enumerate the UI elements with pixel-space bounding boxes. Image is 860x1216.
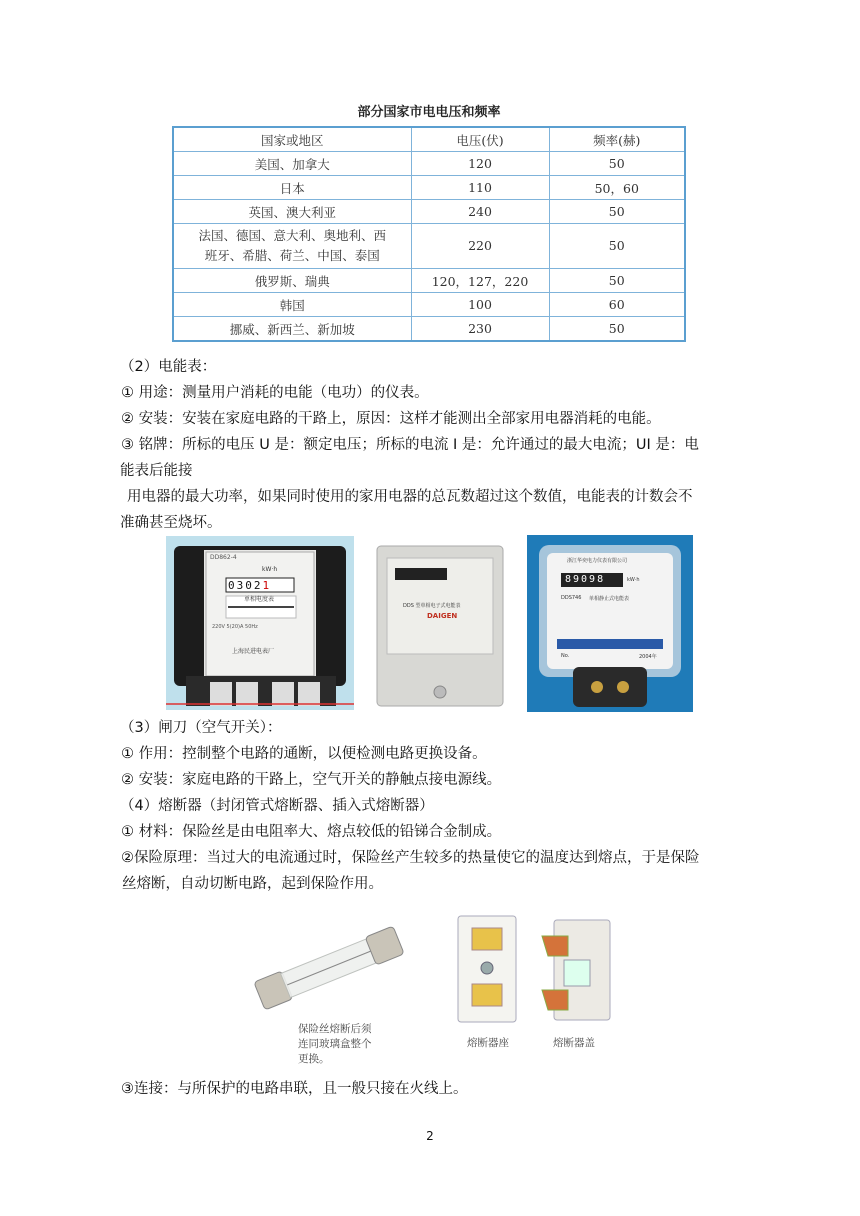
fuse-caption-line3: 更换。 [298, 1053, 330, 1065]
cell-region: 日本 [173, 176, 411, 200]
meter-1-model: DD862-4 [210, 554, 237, 561]
section2-item1: ① 用途：测量用户消耗的电能（电功）的仪表。 [121, 385, 429, 401]
cell-frequency: 50 [549, 200, 685, 224]
section4-item2-line2: 丝熔断，自动切断电路，起到保险作用。 [122, 876, 383, 892]
meter-2-name: DDS 型单相电子式电能表 [403, 603, 461, 609]
cell-region: 俄罗斯、瑞典 [173, 269, 411, 293]
section2-heading: （2）电能表： [120, 359, 217, 375]
meter-3-year: 2004年 [639, 654, 657, 660]
cell-frequency: 50 [549, 152, 685, 176]
page-number: 2 [426, 1129, 434, 1143]
cell-frequency: 50，60 [549, 176, 685, 200]
cell-region: 美国、加拿大 [173, 152, 411, 176]
section2-item3-line2: 能表后能接 [120, 463, 193, 479]
section2-item3-line3: 用电器的最大功率，如果同时使用的家用电器的总瓦数超过这个数值，电能表的计数会不 [127, 489, 693, 505]
cell-frequency: 50 [549, 317, 685, 342]
section2-item3-line1: ③ 铭牌：所标的电压 U 是：额定电压；所标的电流 I 是：允许通过的最大电流；UI 是：电 [121, 437, 699, 453]
table-row [173, 176, 685, 200]
meter-2-brand: DAIGEN [427, 612, 458, 620]
cell-frequency: 50 [549, 224, 685, 269]
meter-1-maker: 上海民进电表厂 [232, 648, 275, 655]
fuse-base-caption: 熔断器座 [467, 1037, 509, 1049]
section4-heading: （4）熔断器（封闭管式熔断器、插入式熔断器） [120, 798, 434, 814]
meter-1-name: 单相电度表 [244, 596, 275, 603]
meter-3-maker: 浙江华奕电力仪表有限公司 [567, 558, 628, 564]
section4-item3: ③连接：与所保护的电路串联，且一般只接在火线上。 [121, 1081, 468, 1097]
cell-voltage: 240 [411, 200, 549, 224]
cell-region: 韩国 [173, 293, 411, 317]
cell-region: 挪威、新西兰、新加坡 [173, 317, 411, 342]
table-row [173, 317, 685, 342]
fuse-cover-photo [538, 916, 614, 1028]
table-row [173, 152, 685, 176]
fuse-caption-line2: 连同玻璃盒整个 [298, 1038, 372, 1050]
table-row [173, 293, 685, 317]
cell-frequency: 50 [549, 269, 685, 293]
fuse-caption-line1: 保险丝熔断后须 [298, 1023, 372, 1035]
electric-meter-photo-3 [527, 535, 693, 712]
header-region: 国家或地区 [173, 127, 411, 152]
table-row [173, 269, 685, 293]
table-header-row [173, 127, 685, 152]
meter-2-illustration [375, 544, 505, 708]
header-voltage: 电压(伏) [411, 127, 549, 152]
meter-3-unit: kW·h [627, 577, 640, 583]
cartridge-fuse-photo [244, 918, 414, 1018]
electric-meter-photo-1 [166, 536, 354, 710]
meter-3-name: 单相静止式电能表 [589, 596, 630, 602]
cell-voltage: 110 [411, 176, 549, 200]
fuse-base-photo [452, 912, 522, 1030]
meter-3-digits: 89098 [565, 574, 606, 585]
fuse-cover-caption: 熔断器盖 [553, 1037, 595, 1049]
meter-1-illustration [166, 536, 354, 710]
section3-item2: ② 安装：家庭电路的干路上，空气开关的静触点接电源线。 [121, 772, 502, 788]
meter-3-model: DDS746 [561, 595, 582, 601]
section4-item1: ① 材料：保险丝是由电阻率大、熔点较低的铅锑合金制成。 [121, 824, 502, 840]
meter-1-specs: 220V 5(20)A 50Hz [212, 624, 258, 630]
electric-meter-photo-2 [375, 544, 505, 708]
header-frequency: 频率(赫) [549, 127, 685, 152]
section4-item2-line1: ②保险原理：当过大的电流通过时，保险丝产生较多的热量使它的温度达到熔点，于是保险 [121, 850, 700, 866]
cell-voltage: 220 [411, 224, 549, 269]
cell-voltage: 230 [411, 317, 549, 342]
section2-item3-line4: 准确甚至烧坏。 [120, 515, 222, 531]
table-row [173, 200, 685, 224]
fuse-base-illustration [452, 912, 522, 1030]
voltage-frequency-table [172, 126, 686, 342]
cell-region: 法国、德国、意大利、奥地利、西 班牙、希腊、荷兰、中国、泰国 [173, 224, 411, 269]
section3-heading: （3）闸刀（空气开关）： [120, 720, 282, 736]
meter-3-serial-label: No. [561, 653, 570, 659]
fuse-cover-illustration [538, 916, 614, 1028]
cell-voltage: 100 [411, 293, 549, 317]
section2-item2: ② 安装：安装在家庭电路的干路上，原因：这样才能测出全部家用电器消耗的电能。 [121, 411, 661, 427]
section3-item1: ① 作用：控制整个电路的通断，以便检测电路更换设备。 [121, 746, 487, 762]
meter-1-digits: 03021 [228, 579, 272, 592]
cell-region: 英国、澳大利亚 [173, 200, 411, 224]
meter-1-unit: kW·h [262, 566, 278, 573]
cell-frequency: 60 [549, 293, 685, 317]
table-title: 部分国家市电电压和频率 [357, 105, 501, 120]
cell-voltage: 120 [411, 152, 549, 176]
cell-voltage: 120，127，220 [411, 269, 549, 293]
cartridge-fuse-illustration [244, 918, 414, 1018]
voltage-frequency-table-figure [170, 104, 688, 344]
table-row [173, 224, 685, 269]
